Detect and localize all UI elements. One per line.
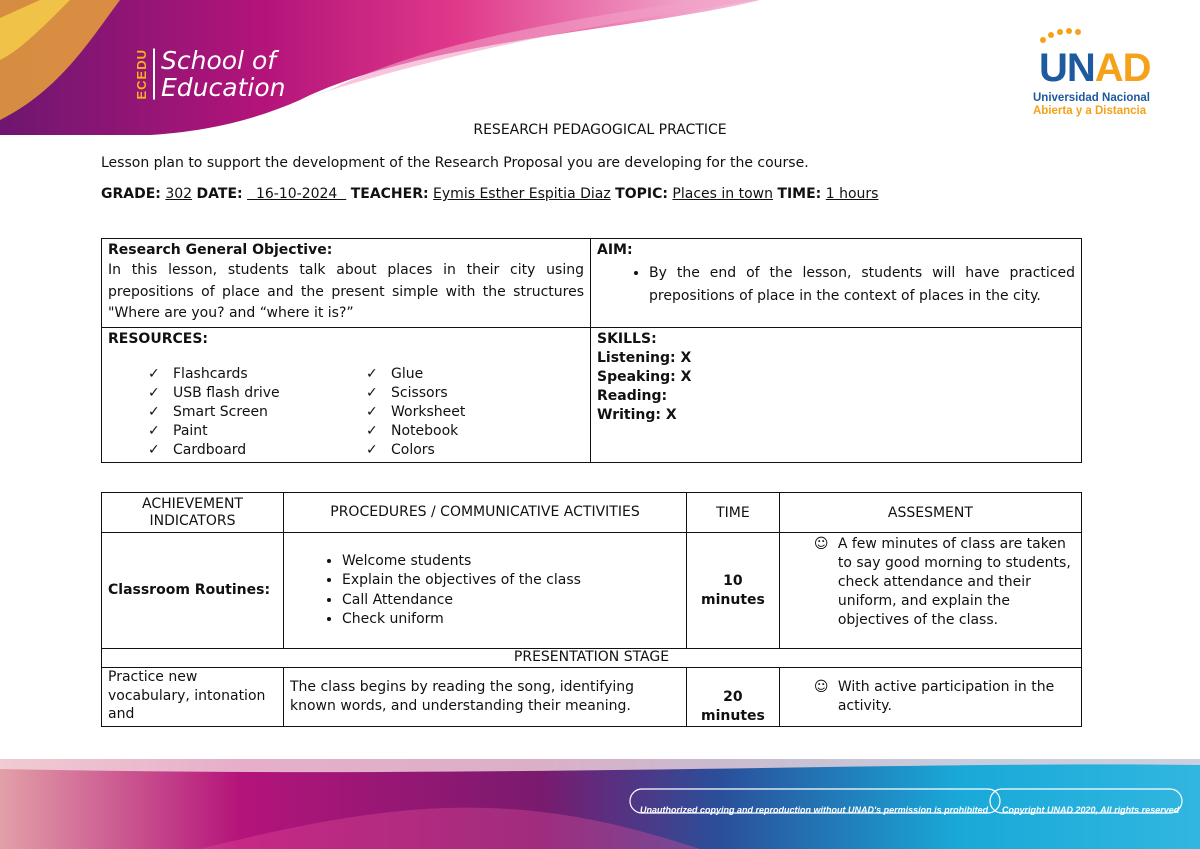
objective-cell (102, 239, 591, 328)
check-icon: ✓ (366, 384, 378, 401)
check-icon: ✓ (148, 403, 160, 420)
unad-ad: AD (1094, 46, 1151, 90)
teacher-value: Eymis Esther Espitia Diaz (433, 186, 611, 202)
routine-time-cell (687, 533, 780, 649)
unad-subtitle-1: Universidad Nacional (1033, 92, 1150, 104)
practice-time-cell (687, 668, 780, 727)
routine-activities-cell (284, 533, 687, 649)
header-assessment: ASSESMENT (779, 493, 1081, 533)
date-value: 16-10-2024 (247, 186, 347, 202)
school-of-education-logo (134, 44, 285, 104)
skill-writing: Writing: X (597, 406, 677, 423)
resource-item: ✓ Scissors (366, 384, 448, 401)
smiley-icon: ☺ (813, 536, 829, 552)
practice-time: 20 minutes (701, 688, 765, 724)
skills-cell (591, 327, 1082, 462)
skills-heading: SKILLS: (597, 330, 657, 347)
header-activities: PROCEDURES / COMMUNICATIVE ACTIVITIES (284, 493, 687, 533)
resource-item: ✓ Glue (366, 365, 424, 382)
resource-item: ✓ Worksheet (366, 403, 466, 420)
resource-item: ✓ Flashcards (148, 365, 248, 382)
footer-copyright: Copyright UNAD 2020, All rights reserved (1002, 805, 1180, 815)
skill-speaking: Speaking: X (597, 368, 692, 385)
routine-assessment-cell (779, 533, 1081, 649)
smiley-icon: ☺ (813, 678, 829, 695)
check-icon: ✓ (148, 365, 160, 382)
topic-value: Places in town (672, 186, 773, 202)
footer-banner (0, 759, 1200, 849)
practice-label-cell (102, 668, 284, 727)
school-line-2: Education (161, 73, 286, 102)
check-icon: ✓ (366, 422, 378, 439)
topic-label: TOPIC: (615, 186, 668, 202)
resource-item: ✓ Paint (148, 422, 208, 439)
teacher-label: TEACHER: (350, 186, 429, 202)
header-indicators: ACHIEVEMENT INDICATORS (102, 493, 284, 533)
resources-heading: RESOURCES: (108, 330, 208, 347)
practice-label: Practice new vocabulary, intonation and (108, 669, 266, 722)
routine-item: • Explain the objectives of the class (342, 571, 686, 591)
aim-heading: AIM: (597, 242, 633, 258)
grade-label: GRADE: (101, 186, 161, 202)
practice-activities-cell (284, 668, 687, 727)
routine-item: • Welcome students (342, 552, 686, 572)
objective-text: In this lesson, students talk about places in their city using prepositions of place and the present simple with the structures "Where are you? and “where it is?” (108, 262, 584, 321)
skill-listening: Listening: X (597, 349, 692, 366)
stage-title: PRESENTATION STAGE (513, 649, 670, 665)
check-icon: ✓ (366, 403, 378, 420)
document-title: RESEARCH PEDAGOGICAL PRACTICE (473, 122, 727, 138)
practice-assessment-cell (779, 668, 1081, 727)
practice-text: The class begins by reading the song, identifying known words, and understanding their meaning. (290, 678, 635, 714)
lesson-overview-table (101, 238, 1082, 463)
resource-item: ✓ USB flash drive (148, 384, 280, 401)
routine-item: • Call Attendance (342, 591, 686, 611)
intro-text: Lesson plan to support the development of the Research Proposal you are developing for the course. (101, 155, 809, 171)
routine-time: 10 minutes (701, 572, 765, 608)
ecedu-label: ECEDU (134, 49, 155, 100)
time-value: 1 hours (825, 186, 879, 202)
resource-item: ✓ Cardboard (148, 441, 247, 458)
skill-reading: Reading: (597, 387, 668, 404)
procedures-table (101, 492, 1082, 727)
objective-heading: Research General Objective: (108, 242, 333, 258)
routine-assessment: A few minutes of class are taken to say good morning to students, check attendance and their uniform, and explain the objectives of the class. (837, 536, 1071, 628)
routine-label: Classroom Routines: (108, 582, 271, 598)
practice-assessment: With active participation in the activity. (837, 678, 1055, 714)
presentation-stage-row (102, 649, 1082, 668)
grade-value: 302 (165, 186, 193, 202)
resources-column-1 (148, 365, 366, 460)
aim-text: • By the end of the lesson, students will have practiced prepositions of place in the context of places in the city. (649, 262, 1075, 308)
footer-notice: Unauthorized copying and reproduction without UNAD's permission is prohibited (640, 805, 989, 815)
check-icon: ✓ (148, 384, 160, 401)
unad-subtitle-2: Abierta y a Distancia (1033, 105, 1147, 117)
check-icon: ✓ (366, 441, 378, 458)
resource-item: ✓ Colors (366, 441, 435, 458)
lesson-info-line (101, 186, 878, 202)
check-icon: ✓ (148, 441, 160, 458)
aim-cell (591, 239, 1082, 328)
time-label: TIME: (777, 186, 822, 202)
unad-un: UN (1039, 46, 1095, 90)
routine-label-cell (102, 533, 284, 649)
check-icon: ✓ (366, 365, 378, 382)
unad-logo (1033, 28, 1163, 118)
date-label: DATE: (196, 186, 243, 202)
unad-dots-icon (1037, 28, 1107, 44)
resource-item: ✓ Notebook (366, 422, 459, 439)
header-time: TIME (687, 493, 780, 533)
resource-item: ✓ Smart Screen (148, 403, 268, 420)
resources-cell (102, 327, 591, 462)
unad-wordmark (1039, 44, 1163, 92)
routine-item: • Check uniform (342, 610, 686, 630)
school-line-1: School of (161, 46, 277, 75)
check-icon: ✓ (148, 422, 160, 439)
resources-column-2 (366, 365, 584, 460)
